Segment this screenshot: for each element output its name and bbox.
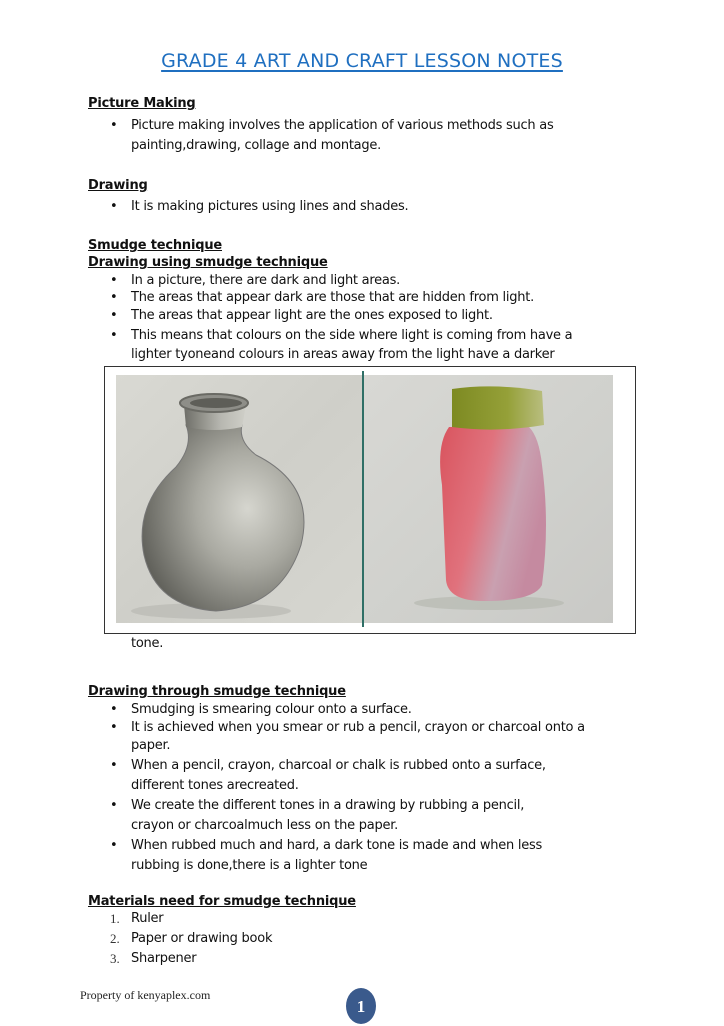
bullet-icon: • (110, 838, 118, 853)
list-number: 3. (110, 951, 120, 966)
heading-picture-making: Picture Making (88, 96, 196, 111)
jar-icon (364, 375, 613, 623)
numbered-item: Sharpener (131, 951, 197, 966)
subheading-drawing-using-smudge: Drawing using smudge technique (88, 255, 328, 270)
pot-drawing-image (116, 375, 362, 623)
list-item-continuation: tone. (131, 636, 164, 651)
list-item: We create the different tones in a drawing by rubbing a pencil, (131, 798, 525, 813)
list-item-continuation: rubbing is done,there is a lighter tone (131, 858, 368, 873)
list-item: Picture making involves the application of various methods such as (131, 118, 554, 133)
list-item-continuation: different tones arecreated. (131, 778, 299, 793)
numbered-item: Ruler (131, 911, 164, 926)
list-item-continuation: crayon or charcoalmuch less on the paper. (131, 818, 399, 833)
heading-smudge-technique: Smudge technique (88, 238, 222, 253)
list-item: This means that colours on the side where light is coming from have a (131, 328, 573, 343)
bullet-icon: • (110, 273, 118, 288)
bullet-icon: • (110, 199, 118, 214)
bullet-icon: • (110, 308, 118, 323)
list-item: Smudging is smearing colour onto a surface. (131, 702, 412, 717)
list-number: 1. (110, 911, 120, 926)
bullet-icon: • (110, 758, 118, 773)
list-item: The areas that appear light are the ones exposed to light. (131, 308, 493, 323)
footer-property-text: Property of kenyaplex.com (80, 988, 211, 1002)
bullet-icon: • (110, 702, 118, 717)
heading-drawing-through-smudge: Drawing through smudge technique (88, 684, 346, 699)
illustration-figure (104, 366, 636, 634)
bullet-icon: • (110, 118, 118, 133)
list-item-continuation: paper. (131, 738, 171, 753)
bullet-icon: • (110, 720, 118, 735)
list-item: It is achieved when you smear or rub a pencil, crayon or charcoal onto a (131, 720, 585, 735)
list-item-continuation: painting,drawing, collage and montage. (131, 138, 382, 153)
list-item: The areas that appear dark are those that are hidden from light. (131, 290, 534, 305)
list-item: When a pencil, crayon, charcoal or chalk is rubbed onto a surface, (131, 758, 546, 773)
list-item-continuation: lighter tyoneand colours in areas away from the light have a darker (131, 347, 555, 362)
page-title: GRADE 4 ART AND CRAFT LESSON NOTES (161, 50, 563, 72)
list-item: In a picture, there are dark and light areas. (131, 273, 401, 288)
list-item: It is making pictures using lines and shades. (131, 199, 409, 214)
jar-drawing-image (364, 375, 613, 623)
list-number: 2. (110, 931, 120, 946)
bullet-icon: • (110, 290, 118, 305)
list-item: When rubbed much and hard, a dark tone is made and when less (131, 838, 543, 853)
heading-materials: Materials need for smudge technique (88, 894, 356, 909)
bullet-icon: • (110, 798, 118, 813)
numbered-item: Paper or drawing book (131, 931, 273, 946)
bullet-icon: • (110, 328, 118, 343)
heading-drawing: Drawing (88, 178, 148, 193)
page-number-badge: 1 (346, 988, 376, 1024)
pot-icon (116, 375, 362, 623)
